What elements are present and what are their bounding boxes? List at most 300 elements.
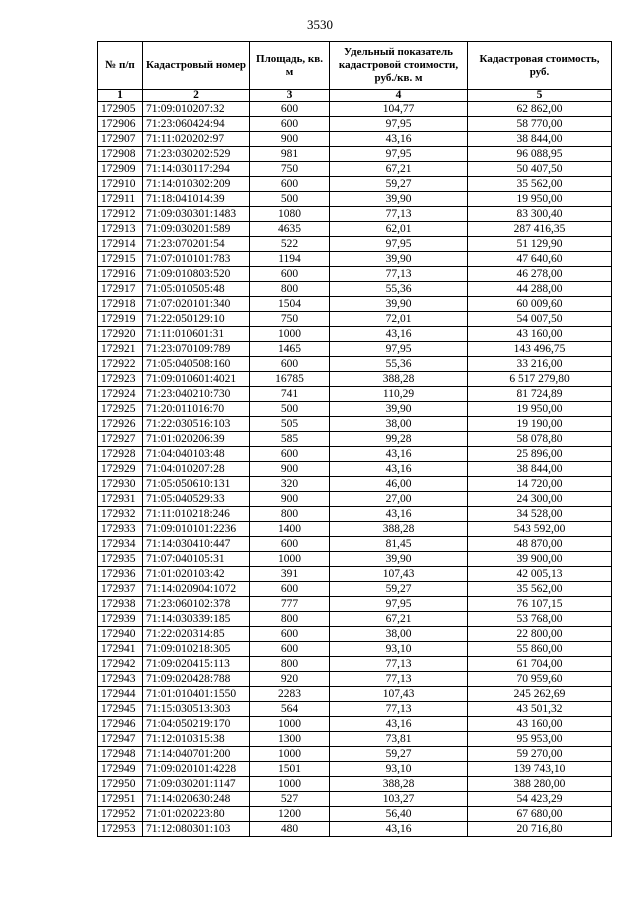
area-value: 4635 — [250, 222, 330, 237]
cadastral-number: 71:14:020904:1072 — [143, 582, 250, 597]
cadastral-value: 35 562,00 — [468, 177, 612, 192]
header-index: № п/п — [98, 42, 143, 90]
table-row — [98, 207, 612, 222]
cadastral-number: 71:23:060102:378 — [143, 597, 250, 612]
cadastral-value: 139 743,10 — [468, 762, 612, 777]
table-row — [98, 417, 612, 432]
cadastral-value: 76 107,15 — [468, 597, 612, 612]
area-value: 1000 — [250, 777, 330, 792]
table-row — [98, 777, 612, 792]
table-row — [98, 327, 612, 342]
cadastral-number: 71:05:040508:160 — [143, 357, 250, 372]
row-index: 172934 — [98, 537, 143, 552]
table-body — [98, 102, 612, 837]
cadastral-number: 71:01:020103:42 — [143, 567, 250, 582]
row-index: 172914 — [98, 237, 143, 252]
cadastral-number: 71:09:010601:4021 — [143, 372, 250, 387]
cadastral-number: 71:14:030339:185 — [143, 612, 250, 627]
cadastral-value: 38 844,00 — [468, 132, 612, 147]
cadastral-number: 71:05:010505:48 — [143, 282, 250, 297]
cadastral-value: 34 528,00 — [468, 507, 612, 522]
cadastral-number: 71:22:050129:10 — [143, 312, 250, 327]
unit-rate-value: 77,13 — [330, 657, 468, 672]
area-value: 480 — [250, 822, 330, 837]
table-row — [98, 117, 612, 132]
unit-rate-value: 55,36 — [330, 282, 468, 297]
unit-rate-value: 97,95 — [330, 342, 468, 357]
table-row — [98, 507, 612, 522]
cadastral-number: 71:09:010803:520 — [143, 267, 250, 282]
table-row — [98, 102, 612, 117]
row-index: 172926 — [98, 417, 143, 432]
row-index: 172907 — [98, 132, 143, 147]
cadastral-value: 14 720,00 — [468, 477, 612, 492]
row-index: 172945 — [98, 702, 143, 717]
row-index: 172942 — [98, 657, 143, 672]
cadastral-value: 43 160,00 — [468, 327, 612, 342]
header-cadastral-number: Кадастровый номер — [143, 42, 250, 90]
cadastral-number: 71:04:040103:48 — [143, 447, 250, 462]
cadastral-number: 71:01:020206:39 — [143, 432, 250, 447]
table-row — [98, 447, 612, 462]
unit-rate-value: 39,90 — [330, 297, 468, 312]
cadastral-value: 54 423,29 — [468, 792, 612, 807]
area-value: 1194 — [250, 252, 330, 267]
area-value: 800 — [250, 282, 330, 297]
cadastral-number: 71:23:060424:94 — [143, 117, 250, 132]
header-unit-rate: Удельный показатель кадастровой стоимости, руб./кв. м — [330, 42, 468, 90]
unit-rate-value: 81,45 — [330, 537, 468, 552]
cadastral-number: 71:18:041014:39 — [143, 192, 250, 207]
page-number: 3530 — [307, 17, 333, 32]
unit-rate-value: 73,81 — [330, 732, 468, 747]
table-row — [98, 432, 612, 447]
cadastral-number: 71:23:030202:529 — [143, 147, 250, 162]
unit-rate-value: 93,10 — [330, 762, 468, 777]
cadastral-value: 58 078,80 — [468, 432, 612, 447]
unit-rate-value: 39,90 — [330, 252, 468, 267]
cadastral-number: 71:12:010315:38 — [143, 732, 250, 747]
row-index: 172912 — [98, 207, 143, 222]
unit-rate-value: 388,28 — [330, 522, 468, 537]
row-index: 172905 — [98, 102, 143, 117]
area-value: 585 — [250, 432, 330, 447]
area-value: 750 — [250, 162, 330, 177]
unit-rate-value: 388,28 — [330, 372, 468, 387]
cadastral-value: 81 724,89 — [468, 387, 612, 402]
unit-rate-value: 107,43 — [330, 567, 468, 582]
row-index: 172909 — [98, 162, 143, 177]
cadastral-number: 71:09:010101:2236 — [143, 522, 250, 537]
unit-rate-value: 27,00 — [330, 492, 468, 507]
area-value: 981 — [250, 147, 330, 162]
cadastral-value: 61 704,00 — [468, 657, 612, 672]
cadastral-value: 58 770,00 — [468, 117, 612, 132]
table-row — [98, 252, 612, 267]
area-value: 777 — [250, 597, 330, 612]
cadastral-value: 67 680,00 — [468, 807, 612, 822]
row-index: 172916 — [98, 267, 143, 282]
table-row — [98, 792, 612, 807]
header-cadastral-value: Кадастровая стоимость, руб. — [468, 42, 612, 90]
cadastral-value: 44 288,00 — [468, 282, 612, 297]
unit-rate-value: 104,77 — [330, 102, 468, 117]
cadastral-value: 20 716,80 — [468, 822, 612, 837]
row-index: 172936 — [98, 567, 143, 582]
cadastral-value: 70 959,60 — [468, 672, 612, 687]
table-row — [98, 732, 612, 747]
table-row — [98, 687, 612, 702]
column-number: 4 — [330, 90, 468, 102]
cadastral-value: 43 501,32 — [468, 702, 612, 717]
unit-rate-value: 97,95 — [330, 147, 468, 162]
row-index: 172919 — [98, 312, 143, 327]
table-row — [98, 342, 612, 357]
area-value: 505 — [250, 417, 330, 432]
unit-rate-value: 38,00 — [330, 627, 468, 642]
cadastral-value: 60 009,60 — [468, 297, 612, 312]
cadastral-value: 143 496,75 — [468, 342, 612, 357]
area-value: 1000 — [250, 552, 330, 567]
column-number: 2 — [143, 90, 250, 102]
row-index: 172931 — [98, 492, 143, 507]
unit-rate-value: 56,40 — [330, 807, 468, 822]
table-row — [98, 552, 612, 567]
unit-rate-value: 43,16 — [330, 822, 468, 837]
cadastral-value: 33 216,00 — [468, 357, 612, 372]
cadastral-value: 25 896,00 — [468, 447, 612, 462]
unit-rate-value: 77,13 — [330, 672, 468, 687]
unit-rate-value: 77,13 — [330, 267, 468, 282]
table-row — [98, 162, 612, 177]
row-index: 172947 — [98, 732, 143, 747]
cadastral-value: 43 160,00 — [468, 717, 612, 732]
area-value: 900 — [250, 492, 330, 507]
column-number: 3 — [250, 90, 330, 102]
cadastral-value: 83 300,40 — [468, 207, 612, 222]
table-row — [98, 402, 612, 417]
cadastral-number: 71:09:030301:1483 — [143, 207, 250, 222]
area-value: 900 — [250, 462, 330, 477]
area-value: 600 — [250, 537, 330, 552]
unit-rate-value: 110,29 — [330, 387, 468, 402]
cadastral-number: 71:09:010207:32 — [143, 102, 250, 117]
row-index: 172906 — [98, 117, 143, 132]
area-value: 564 — [250, 702, 330, 717]
cadastral-number: 71:04:050219:170 — [143, 717, 250, 732]
unit-rate-value: 97,95 — [330, 117, 468, 132]
column-number: 1 — [98, 90, 143, 102]
table-row — [98, 237, 612, 252]
cadastral-number: 71:14:040701:200 — [143, 747, 250, 762]
table-row — [98, 132, 612, 147]
cadastral-value: 39 900,00 — [468, 552, 612, 567]
row-index: 172908 — [98, 147, 143, 162]
cadastral-number: 71:09:020101:4228 — [143, 762, 250, 777]
unit-rate-value: 39,90 — [330, 192, 468, 207]
table-row — [98, 297, 612, 312]
table-row — [98, 657, 612, 672]
cadastral-value: 42 005,13 — [468, 567, 612, 582]
table-row — [98, 522, 612, 537]
table-row — [98, 627, 612, 642]
cadastral-value: 51 129,90 — [468, 237, 612, 252]
unit-rate-value: 59,27 — [330, 177, 468, 192]
cadastral-value: 287 416,35 — [468, 222, 612, 237]
row-index: 172953 — [98, 822, 143, 837]
cadastral-value: 35 562,00 — [468, 582, 612, 597]
row-index: 172928 — [98, 447, 143, 462]
row-index: 172929 — [98, 462, 143, 477]
cadastral-number: 71:01:020223:80 — [143, 807, 250, 822]
area-value: 800 — [250, 612, 330, 627]
row-index: 172932 — [98, 507, 143, 522]
area-value: 1000 — [250, 747, 330, 762]
unit-rate-value: 43,16 — [330, 327, 468, 342]
table-row — [98, 717, 612, 732]
unit-rate-value: 72,01 — [330, 312, 468, 327]
unit-rate-value: 103,27 — [330, 792, 468, 807]
area-value: 600 — [250, 447, 330, 462]
unit-rate-value: 62,01 — [330, 222, 468, 237]
row-index: 172930 — [98, 477, 143, 492]
cadastral-value: 19 190,00 — [468, 417, 612, 432]
table-row — [98, 477, 612, 492]
area-value: 1200 — [250, 807, 330, 822]
area-value: 750 — [250, 312, 330, 327]
area-value: 800 — [250, 507, 330, 522]
area-value: 1501 — [250, 762, 330, 777]
cadastral-value: 47 640,60 — [468, 252, 612, 267]
area-value: 600 — [250, 582, 330, 597]
row-index: 172948 — [98, 747, 143, 762]
cadastral-value: 62 862,00 — [468, 102, 612, 117]
area-value: 600 — [250, 102, 330, 117]
row-index: 172937 — [98, 582, 143, 597]
area-value: 920 — [250, 672, 330, 687]
cadastral-number: 71:14:030117:294 — [143, 162, 250, 177]
table-row — [98, 702, 612, 717]
row-index: 172913 — [98, 222, 143, 237]
cadastral-number: 71:04:010207:28 — [143, 462, 250, 477]
cadastral-value: 22 800,00 — [468, 627, 612, 642]
table-row — [98, 807, 612, 822]
table-row — [98, 387, 612, 402]
area-value: 741 — [250, 387, 330, 402]
cadastral-number: 71:07:020101:340 — [143, 297, 250, 312]
row-index: 172927 — [98, 432, 143, 447]
cadastral-number: 71:11:010601:31 — [143, 327, 250, 342]
unit-rate-value: 67,21 — [330, 612, 468, 627]
row-index: 172951 — [98, 792, 143, 807]
cadastral-number: 71:22:020314:85 — [143, 627, 250, 642]
table-row — [98, 642, 612, 657]
cadastral-number: 71:09:020428:788 — [143, 672, 250, 687]
cadastral-number: 71:22:030516:103 — [143, 417, 250, 432]
area-value: 900 — [250, 132, 330, 147]
unit-rate-value: 97,95 — [330, 237, 468, 252]
cadastral-value: 54 007,50 — [468, 312, 612, 327]
area-value: 800 — [250, 657, 330, 672]
table-row — [98, 192, 612, 207]
table-row — [98, 267, 612, 282]
table-row — [98, 762, 612, 777]
row-index: 172939 — [98, 612, 143, 627]
cadastral-value: 55 860,00 — [468, 642, 612, 657]
unit-rate-value: 43,16 — [330, 507, 468, 522]
unit-rate-value: 77,13 — [330, 207, 468, 222]
cadastral-value: 50 407,50 — [468, 162, 612, 177]
cadastral-value: 46 278,00 — [468, 267, 612, 282]
row-index: 172915 — [98, 252, 143, 267]
area-value: 600 — [250, 117, 330, 132]
cadastral-number: 71:14:010302:209 — [143, 177, 250, 192]
row-index: 172925 — [98, 402, 143, 417]
table-row — [98, 822, 612, 837]
row-index: 172950 — [98, 777, 143, 792]
row-index: 172920 — [98, 327, 143, 342]
cadastral-number: 71:14:030410:447 — [143, 537, 250, 552]
cadastral-value: 388 280,00 — [468, 777, 612, 792]
cadastral-value: 24 300,00 — [468, 492, 612, 507]
row-index: 172924 — [98, 387, 143, 402]
cadastral-number: 71:09:010218:305 — [143, 642, 250, 657]
cadastral-number: 71:23:040210:730 — [143, 387, 250, 402]
table-row — [98, 537, 612, 552]
cadastral-value: 38 844,00 — [468, 462, 612, 477]
table-row — [98, 597, 612, 612]
table-row — [98, 312, 612, 327]
table-row — [98, 672, 612, 687]
area-value: 522 — [250, 237, 330, 252]
unit-rate-value: 43,16 — [330, 447, 468, 462]
area-value: 2283 — [250, 687, 330, 702]
cadastral-number: 71:07:010101:783 — [143, 252, 250, 267]
cadastral-number: 71:09:020415:113 — [143, 657, 250, 672]
row-index: 172923 — [98, 372, 143, 387]
row-index: 172949 — [98, 762, 143, 777]
row-index: 172917 — [98, 282, 143, 297]
table-row — [98, 177, 612, 192]
row-index: 172918 — [98, 297, 143, 312]
unit-rate-value: 59,27 — [330, 747, 468, 762]
table-row — [98, 372, 612, 387]
cadastral-number: 71:23:070109:789 — [143, 342, 250, 357]
cadastral-number: 71:23:070201:54 — [143, 237, 250, 252]
area-value: 1504 — [250, 297, 330, 312]
row-index: 172946 — [98, 717, 143, 732]
unit-rate-value: 55,36 — [330, 357, 468, 372]
area-value: 1080 — [250, 207, 330, 222]
table-row — [98, 282, 612, 297]
row-index: 172911 — [98, 192, 143, 207]
cadastral-number: 71:09:030201:589 — [143, 222, 250, 237]
row-index: 172935 — [98, 552, 143, 567]
area-value: 1000 — [250, 717, 330, 732]
unit-rate-value: 93,10 — [330, 642, 468, 657]
cadastral-number: 71:11:020202:97 — [143, 132, 250, 147]
unit-rate-value: 39,90 — [330, 552, 468, 567]
cadastral-value: 53 768,00 — [468, 612, 612, 627]
unit-rate-value: 43,16 — [330, 132, 468, 147]
cadastral-value: 59 270,00 — [468, 747, 612, 762]
table-row — [98, 612, 612, 627]
row-index: 172943 — [98, 672, 143, 687]
cadastral-number: 71:15:030513:303 — [143, 702, 250, 717]
unit-rate-value: 97,95 — [330, 597, 468, 612]
table-row — [98, 582, 612, 597]
area-value: 600 — [250, 357, 330, 372]
cadastral-value: 96 088,95 — [468, 147, 612, 162]
table-row — [98, 357, 612, 372]
area-value: 500 — [250, 402, 330, 417]
unit-rate-value: 43,16 — [330, 717, 468, 732]
area-value: 527 — [250, 792, 330, 807]
cadastral-number: 71:14:020630:248 — [143, 792, 250, 807]
cadastral-value: 543 592,00 — [468, 522, 612, 537]
area-value: 600 — [250, 642, 330, 657]
area-value: 1400 — [250, 522, 330, 537]
table-row — [98, 147, 612, 162]
cadastral-number: 71:05:050610:131 — [143, 477, 250, 492]
area-value: 16785 — [250, 372, 330, 387]
area-value: 320 — [250, 477, 330, 492]
area-value: 1465 — [250, 342, 330, 357]
row-index: 172938 — [98, 597, 143, 612]
area-value: 600 — [250, 267, 330, 282]
table-row — [98, 462, 612, 477]
row-index: 172944 — [98, 687, 143, 702]
area-value: 391 — [250, 567, 330, 582]
cadastral-value: 95 953,00 — [468, 732, 612, 747]
unit-rate-value: 43,16 — [330, 462, 468, 477]
unit-rate-value: 107,43 — [330, 687, 468, 702]
cadastral-number: 71:01:010401:1550 — [143, 687, 250, 702]
cadastral-number: 71:07:040105:31 — [143, 552, 250, 567]
area-value: 1000 — [250, 327, 330, 342]
unit-rate-value: 59,27 — [330, 582, 468, 597]
table-row — [98, 567, 612, 582]
row-index: 172940 — [98, 627, 143, 642]
area-value: 600 — [250, 177, 330, 192]
cadastral-number: 71:11:010218:246 — [143, 507, 250, 522]
area-value: 600 — [250, 627, 330, 642]
row-index: 172922 — [98, 357, 143, 372]
unit-rate-value: 46,00 — [330, 477, 468, 492]
header-row — [98, 42, 612, 90]
row-index: 172910 — [98, 177, 143, 192]
area-value: 1300 — [250, 732, 330, 747]
cadastral-number: 71:20:011016:70 — [143, 402, 250, 417]
cadastral-value: 245 262,69 — [468, 687, 612, 702]
unit-rate-value: 388,28 — [330, 777, 468, 792]
table-row — [98, 222, 612, 237]
table-row — [98, 492, 612, 507]
row-index: 172952 — [98, 807, 143, 822]
cadastral-value: 6 517 279,80 — [468, 372, 612, 387]
cadastral-number: 71:05:040529:33 — [143, 492, 250, 507]
header-area: Площадь, кв. м — [250, 42, 330, 90]
cadastral-table — [97, 41, 612, 837]
unit-rate-value: 77,13 — [330, 702, 468, 717]
unit-rate-value: 99,28 — [330, 432, 468, 447]
area-value: 500 — [250, 192, 330, 207]
table-row — [98, 747, 612, 762]
cadastral-number: 71:12:080301:103 — [143, 822, 250, 837]
cadastral-value: 19 950,00 — [468, 192, 612, 207]
unit-rate-value: 38,00 — [330, 417, 468, 432]
row-index: 172941 — [98, 642, 143, 657]
